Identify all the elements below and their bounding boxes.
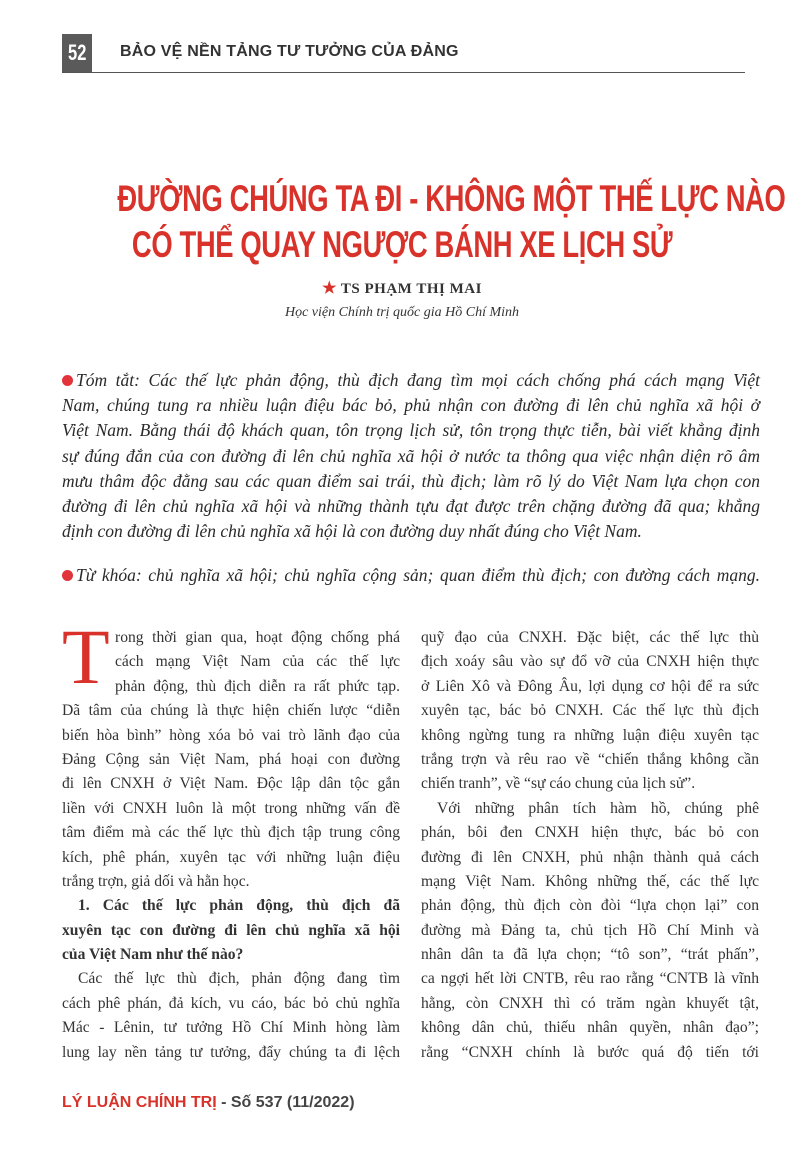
issue-info: - Số 537 (11/2022) xyxy=(216,1094,355,1111)
author-name: TS PHẠM THỊ MAI xyxy=(340,281,482,297)
header-divider xyxy=(62,72,745,73)
text-line: Dã tâm của chúng là thực hiện chiến lược “diễn xyxy=(62,702,400,720)
text-line: đi lên CNXH ở Việt Nam. Độc lập dân tộc gắn xyxy=(62,775,400,793)
text-line: địch xoáy sâu vào sự đổ vỡ của CNXH hiện thực xyxy=(421,653,759,671)
abstract xyxy=(62,368,760,544)
text-line: trắng trợn, giả dối và hằn học. xyxy=(62,872,250,890)
bullet-icon xyxy=(62,375,73,386)
text-line: Các thế lực thù địch, phản động đang tìm xyxy=(78,970,400,988)
text-line: hằng, còn CNXH thì có trăm ngàn khuyết tật, xyxy=(421,994,759,1012)
text-line: biến hòa bình” hòng xóa bỏ vai trò lãnh đạo của xyxy=(62,726,400,744)
text-line: đường mà Đảng ta, chủ tịch Hồ Chí Minh và xyxy=(421,921,759,939)
text-line: phán, bôi đen CNXH hiện thực, bác bỏ con xyxy=(421,824,759,842)
text-line: đường đi lên chủ nghĩa xã hội và những thành tựu đạt được trên chặng đường đã qua; khẳng xyxy=(62,495,760,516)
article-title-line-1 xyxy=(0,178,804,220)
text-line: xuyên tạc con đường đi lên chủ nghĩa xã hội xyxy=(62,921,400,939)
text-line: Việt Nam. Bằng thái độ khách quan, tôn trọng lịch sử, tôn trọng thực tiễn, bài viết khẳng định xyxy=(62,420,760,441)
article-title-line-2 xyxy=(0,224,804,266)
text-line: Với những phân tích hàm hồ, chúng phê xyxy=(437,799,759,817)
text-line: phản động, thù địch còn đòi “lựa chọn lại” con xyxy=(421,897,759,915)
text-line: phản động, thù địch diễn ra rất phức tạp. xyxy=(115,677,400,695)
text-line: sự đúng đắn của con đường đi lên chủ nghĩa xã hội ở nước ta thông qua việc nhận diện rõ âm xyxy=(62,445,760,466)
section-header: BẢO VỆ NỀN TẢNG TƯ TƯỞNG CỦA ĐẢNG xyxy=(120,43,459,60)
page-number xyxy=(62,34,92,72)
text-line: Mác - Lênin, tư tưởng Hồ Chí Minh hòng làm xyxy=(62,1019,400,1037)
text-line: mưu thâm độc đằng sau các quan điểm sai trái, thù địch; làm rõ lý do Việt Nam lựa chọn con xyxy=(62,470,760,491)
keywords-text: Từ khóa: chủ nghĩa xã hội; chủ nghĩa cộng sản; quan điểm thù địch; con đường cách mạng. xyxy=(76,565,760,585)
footer xyxy=(62,1094,355,1112)
bullet-icon xyxy=(62,570,73,581)
text-line: không ngừng tung ra những luận điệu xuyên tạc xyxy=(421,726,759,744)
text-line: lung lay nền tảng tư tưởng, đẩy chúng ta đi lệch xyxy=(62,1043,400,1061)
text-line: Nam, chúng tung ra nhiều luận điệu bác bỏ, phủ nhận con đường đi lên chủ nghĩa xã hội ở xyxy=(62,395,760,416)
keywords xyxy=(62,563,760,588)
star-icon: ★ xyxy=(322,280,337,297)
author-affiliation: Học viện Chính trị quốc gia Hồ Chí Minh xyxy=(284,305,520,320)
title-text: CÓ THỂ QUAY NGƯỢC BÁNH XE LỊCH SỬ xyxy=(131,224,673,265)
body-column-right xyxy=(421,626,759,1065)
text-line: Đảng Cộng sản Việt Nam, phá hoại con đường xyxy=(62,750,400,768)
text-line: mạng Việt Nam. Không những thế, các thế lực xyxy=(421,872,759,890)
text-line: định con đường đi lên chủ nghĩa xã hội là con đường duy nhất đúng cho Việt Nam. xyxy=(62,521,642,542)
title-text: ĐƯỜNG CHÚNG TA ĐI - KHÔNG MỘT THẾ LỰC NÀO xyxy=(117,178,786,219)
magazine-name: LÝ LUẬN CHÍNH TRỊ xyxy=(62,1094,217,1111)
text-line: 1. Các thế lực phản động, thù địch đã xyxy=(78,897,400,915)
text-line: kích, phê phán, xuyên tạc với những luận điệu xyxy=(62,848,400,866)
text-line: tâm điểm mà các thế lực thù địch tập trung công xyxy=(62,824,400,842)
text-line: ca ngợi hết lời CNTB, rêu rao rằng “CNTB là vĩnh xyxy=(421,970,759,988)
text-line: chiến tranh”, về “sự cáo chung của lịch sử”. xyxy=(421,775,696,793)
text-line: xuyên tạc, bác bỏ CNXH. Các thế lực thù địch xyxy=(421,702,759,720)
text-line: liền với CNXH luôn là một trong những vấn đề xyxy=(62,799,400,817)
text-line: cách mạng Việt Nam của các thế lực xyxy=(115,653,400,671)
text-line: rong thời gian qua, hoạt động chống phá xyxy=(115,629,400,646)
text-line: của Việt Nam như thế nào? xyxy=(62,946,244,964)
abstract-text: Tóm tắt: Các thế lực phản động, thù địch đang tìm mọi cách chống phá cách mạng Việt xyxy=(76,370,760,390)
text-line xyxy=(62,368,760,393)
text-line: không dân chủ, thiếu nhân quyền, nhân đạo”; xyxy=(421,1019,759,1037)
text-line: rằng “CNXH chính là bước quá độ tiến tới xyxy=(421,1043,759,1061)
text-line: ở Liên Xô và Đông Âu, lợi dụng cơ hội để ra sức xyxy=(421,677,759,695)
author-line xyxy=(0,280,804,298)
text-line: cách phê phán, đả kích, vu cáo, bác bỏ chủ nghĩa xyxy=(62,994,400,1012)
text-line: đường đi lên CNXH, phủ nhận thành quả cách xyxy=(421,848,759,866)
text-line: quỹ đạo của CNXH. Đặc biệt, các thế lực thù xyxy=(421,629,759,646)
text-line: trắng trợn và rêu rao về “chiến thắng không cần xyxy=(421,750,759,768)
page-number-text: 52 xyxy=(67,40,87,65)
drop-cap: T xyxy=(62,620,110,694)
body-column-left xyxy=(62,626,400,1065)
text-line: nhân dân ta đã lựa chọn; “tô son”, “trát phấn”, xyxy=(421,946,759,964)
